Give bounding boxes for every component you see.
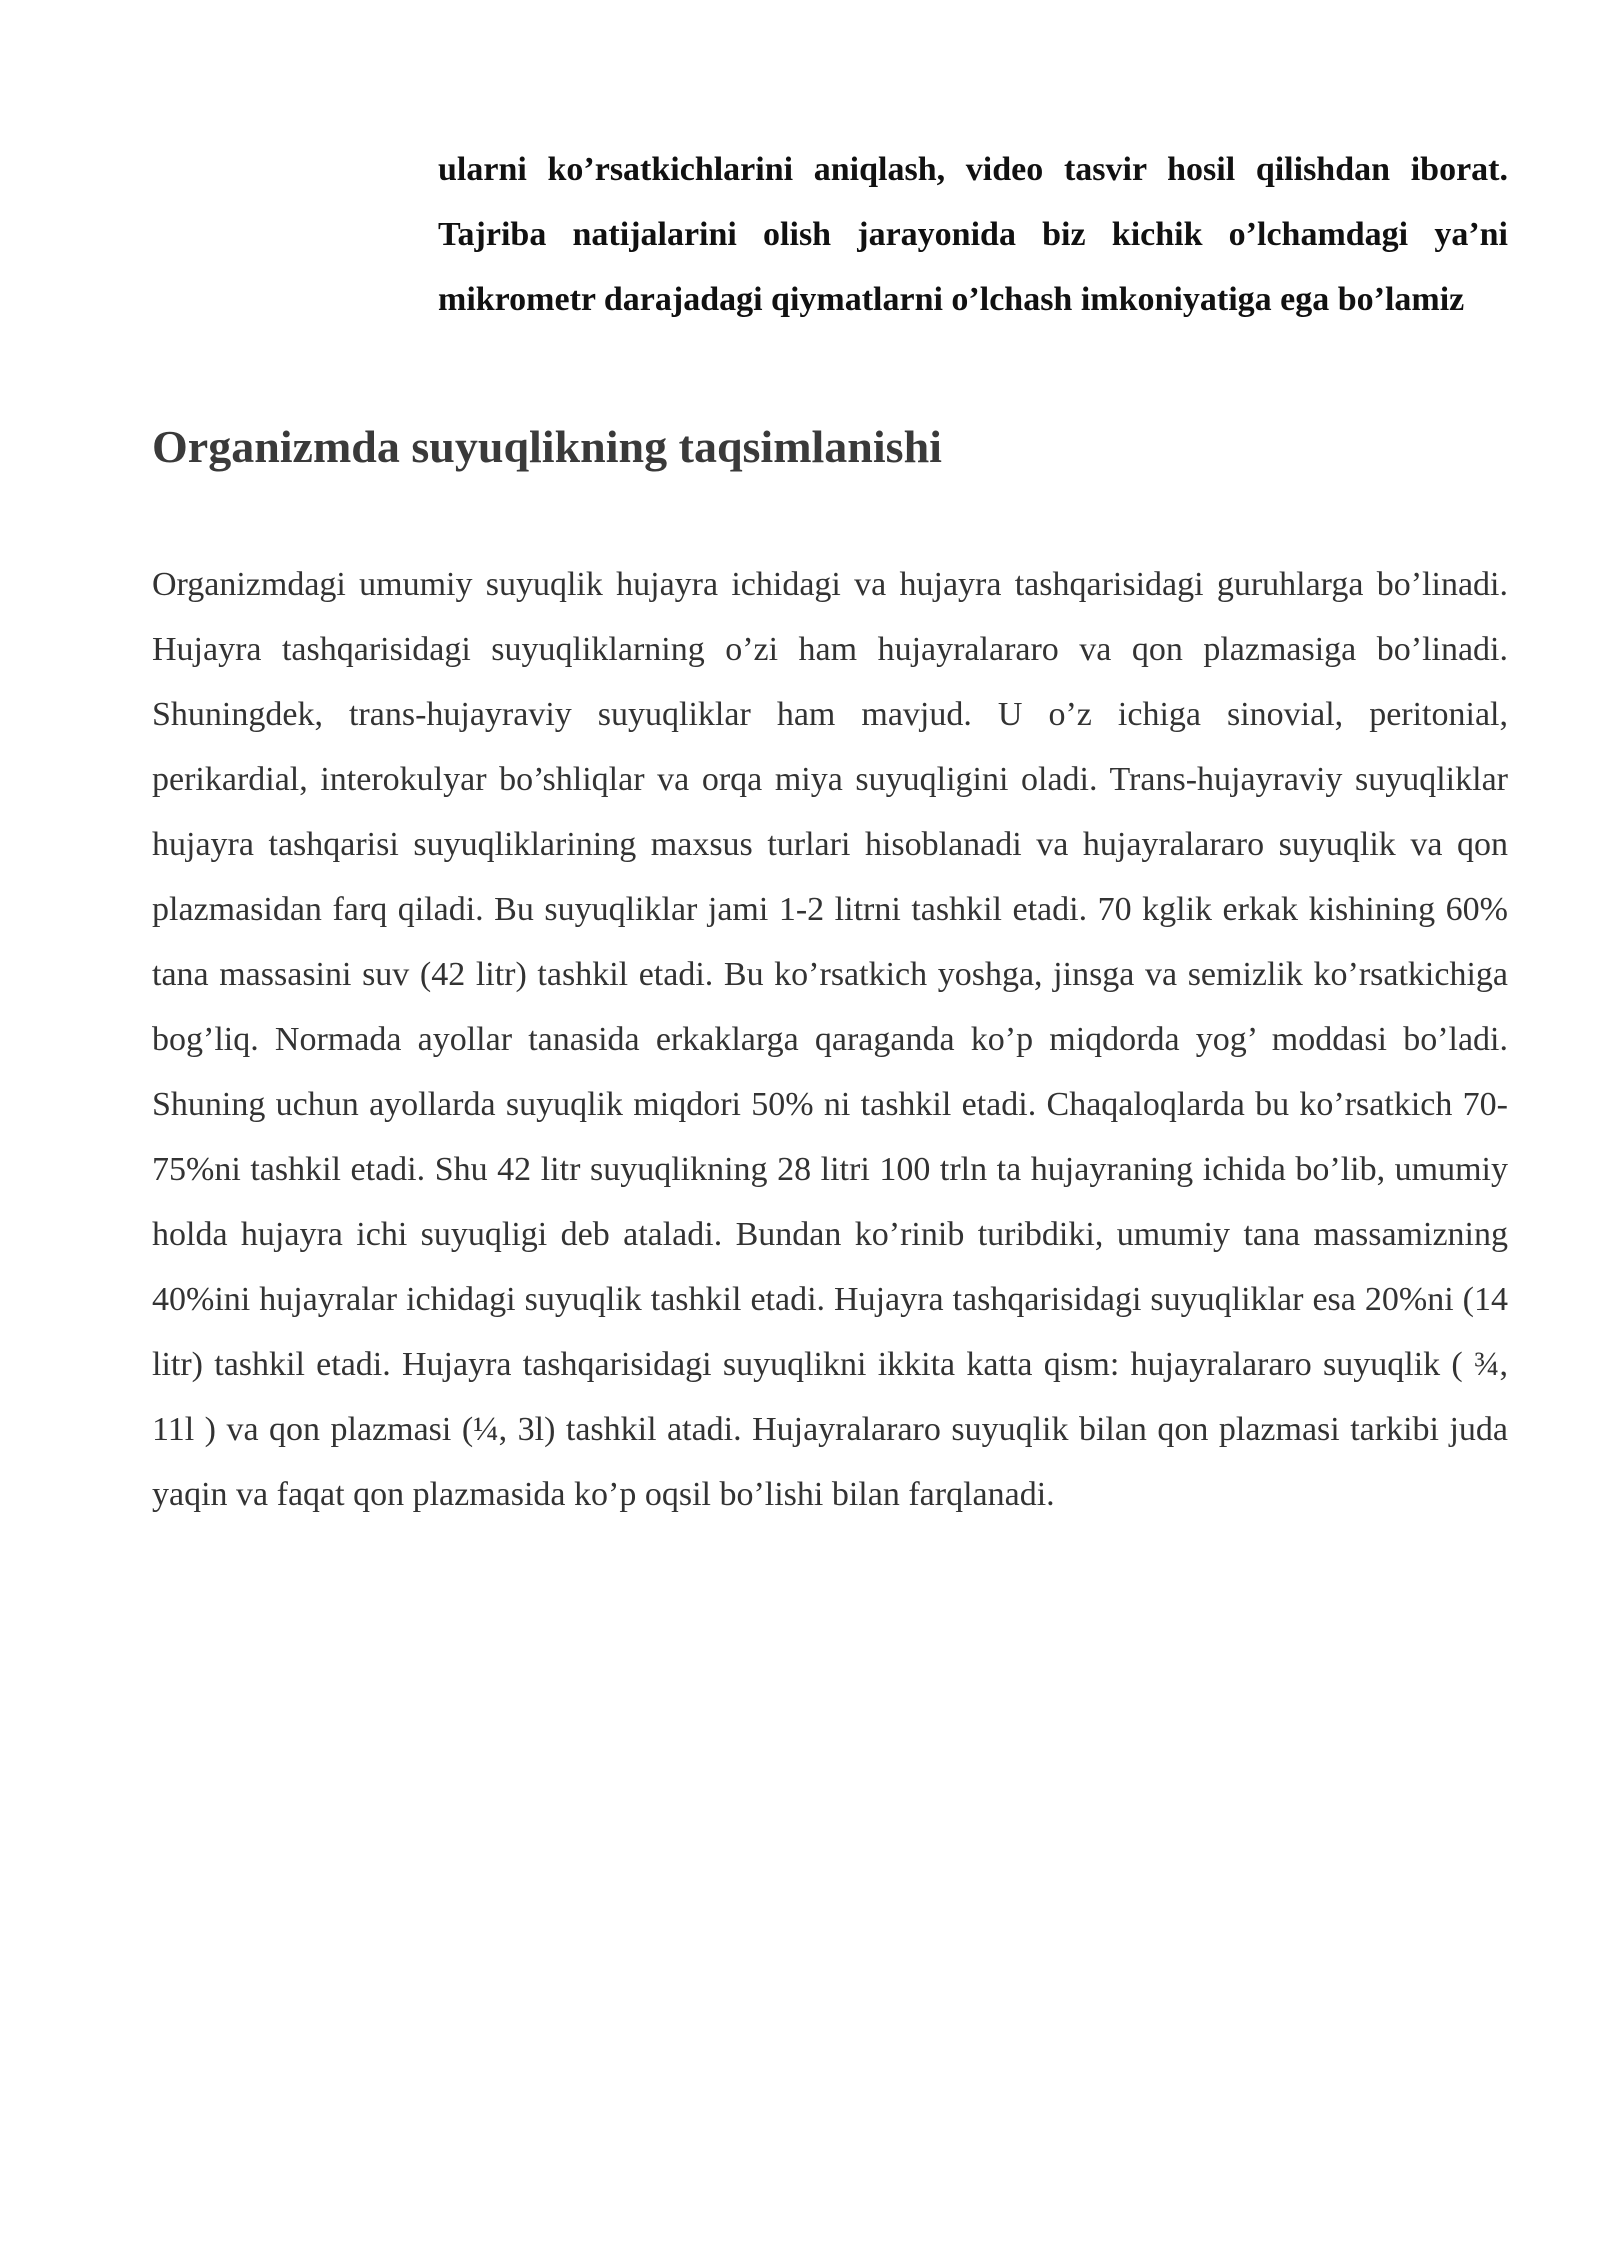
section-heading: Organizmda suyuqlikning taqsimlanishi xyxy=(152,421,942,472)
intro-paragraph: ularni ko’rsatkichlarini aniqlash, video tasvir hosil qilishdan iborat. Tajriba natijalarini olish jarayonida biz kichik o’lchamdagi ya’ni mikrometr darajadagi qiymatlarni o’lchash imkoniyatiga ega bo’lamiz xyxy=(438,151,1508,318)
section-paragraph: Organizmdagi umumiy suyuqlik hujayra ichidagi va hujayra tashqarisidagi guruhlarga bo’linadi. Hujayra tashqarisidagi suyuqliklarning o’zi ham hujayralararo va qon plazmasiga bo’linadi. Shuningdek, trans-hujayraviy suyuqliklar ham mavjud. U o’z ichiga sinovial, peritonial, perikardial, interokulyar bo’shliqlar va orqa miya suyuqligini oladi. Trans-hujayraviy suyuqliklar hujayra tashqarisi suyuqliklarining maxsus turlari hisoblanadi va hujayralararo suyuqlik va qon plazmasidan farq qiladi. Bu suyuqliklar jami 1-2 litrni tashkil etadi. 70 kglik erkak kishining 60% tana massasini suv (42 litr) tashkil etadi. Bu ko’rsatkich yoshga, jinsga va semizlik ko’rsatkichiga bog’liq. Normada ayollar tanasida erkaklarga qaraganda ko’p miqdorda yog’ moddasi bo’ladi. Shuning uchun ayollarda suyuqlik miqdori 50% ni tashkil etadi. Chaqaloqlarda bu ko’rsatkich 70-75%ni tashkil etadi. Shu 42 litr suyuqlikning 28 litri 100 trln ta hujayraning ichida bo’lib, umumiy holda hujayra ichi suyuqligi deb ataladi. Bundan ko’rinib turibdiki, umumiy tana massamizning 40%ini hujayralar ichidagi suyuqlik tashkil etadi. Hujayra tashqarisidagi suyuqliklar esa 20%ni (14 litr) tashkil etadi. Hujayra tashqarisidagi suyuqlikni ikkita katta qism: hujayralararo suyuqlik ( ¾, 11l ) va qon plazmasi (¼, 3l) tashkil atadi. Hujayralararo suyuqlik bilan qon plazmasi tarkibi juda yaqin va faqat qon plazmasida ko’p oqsil bo’lishi bilan farqlanadi. xyxy=(152,566,1508,1513)
